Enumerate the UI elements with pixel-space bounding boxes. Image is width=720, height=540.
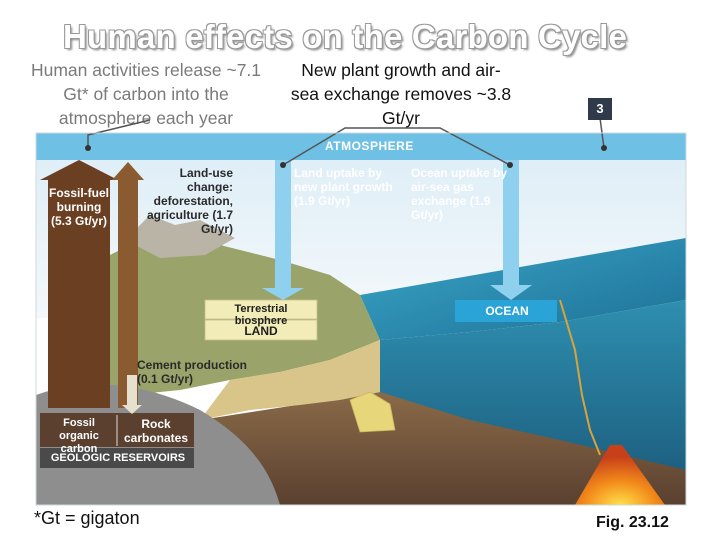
terrestrial-biosphere-label: Terrestrial biosphere <box>234 303 288 327</box>
rock-carbonates-label: Rock carbonates <box>123 417 189 445</box>
removal-caption: New plant growth and air-sea exchange removes ~3.8 Gt/yr <box>290 60 512 128</box>
land-use-arrow-shaft <box>118 178 138 408</box>
land-uptake-label: Land uptake by new plant growth (1.9 Gt/yr) <box>294 166 393 208</box>
land-use-label: Land-use change: deforestation, agriculture (1.7 Gt/yr) <box>146 166 233 236</box>
land-label: LAND <box>244 324 278 338</box>
human-release-caption: Human activities release ~7.1 Gt* of carbon into the atmosphere each year <box>30 60 262 128</box>
gigaton-footnote: *Gt = gigaton <box>34 508 140 528</box>
badge-connector-dot <box>601 145 607 151</box>
cement-label: Cement production (0.1 Gt/yr) <box>137 358 247 386</box>
figure-reference: Fig. 23.12 <box>596 514 669 531</box>
left-connector-dot <box>85 145 91 151</box>
fossil-organic-carbon-label: Fossil organic carbon <box>59 417 99 455</box>
middle-connector-dot-left <box>280 162 286 168</box>
atmosphere-label: ATMOSPHERE <box>325 139 414 153</box>
land-uptake-arrow-shaft <box>275 160 291 290</box>
ocean-uptake-label: Ocean uptake by air-sea gas exchange (1.9 Gt/yr) <box>411 166 508 222</box>
slide-title: Human effects on the Carbon Cycle <box>62 18 628 55</box>
geologic-reservoirs-label: GEOLOGIC RESERVOIRS <box>50 452 186 464</box>
fossil-fuel-label: Fossil-fuel burning (5.3 Gt/yr) <box>48 186 109 228</box>
figure-badge-number: 3 <box>596 101 604 116</box>
ocean-label: OCEAN <box>485 304 529 318</box>
